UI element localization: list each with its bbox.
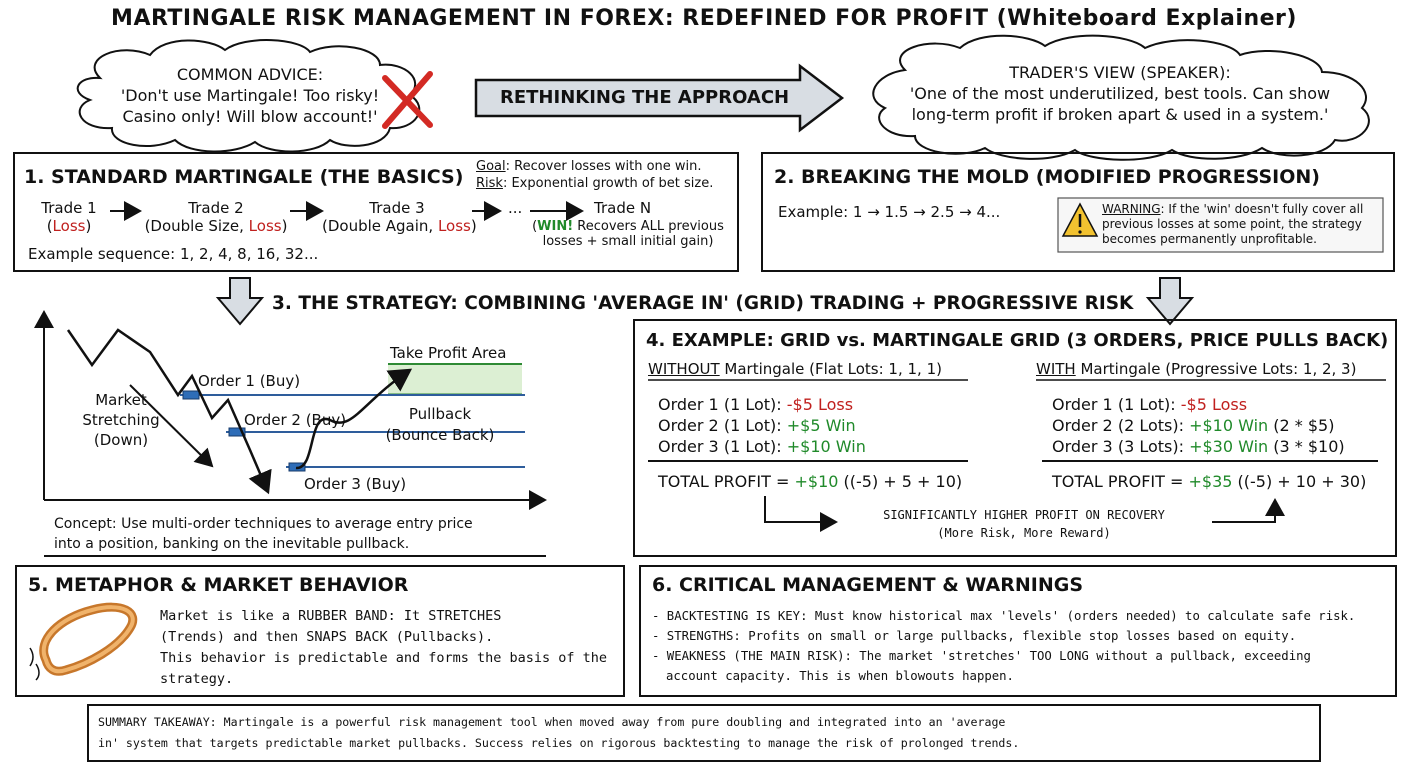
recovery-line1: SIGNIFICANTLY HIGHER PROFIT ON RECOVERY [883, 508, 1165, 522]
trade2-loss: Loss [248, 217, 282, 235]
common-advice-line1: 'Don't use Martingale! Too risky! [120, 86, 380, 105]
section5-line4: strategy. [160, 671, 234, 687]
recovery-line2: (More Risk, More Reward) [937, 526, 1111, 540]
row-label: Order 3 (3 Lots): [1052, 437, 1190, 456]
warning-line2: previous losses at some point, the strategy [1102, 217, 1362, 231]
row-value: -$5 Loss [786, 395, 854, 414]
without-label: WITHOUT [648, 360, 720, 378]
right-total-value: +$35 [1188, 472, 1233, 491]
take-profit-area [388, 364, 522, 394]
warning-text [1102, 202, 1382, 247]
without-rest: Martingale (Flat Lots: 1, 1, 1) [719, 360, 942, 378]
with-heading [1036, 360, 1356, 378]
section6-line1: - BACKTESTING IS KEY: Must know historical max 'levels' (orders needed) to calculate safe risk. [652, 609, 1356, 623]
table-row [658, 436, 866, 457]
trade3 [322, 199, 477, 235]
section1-risk [476, 176, 713, 191]
pullback-line2: (Bounce Back) [385, 426, 495, 444]
summary-line1: SUMMARY TAKEAWAY: Martingale is a powerful risk management tool when moved away from pure doubling and integrated into an 'average [98, 715, 1006, 729]
rubber-band-icon [30, 607, 133, 680]
table-row [1052, 436, 1345, 457]
concept-text [54, 514, 473, 554]
order2-label: Order 2 (Buy) [244, 411, 347, 429]
common-advice-text [100, 64, 400, 127]
section5-line2: (Trends) and then SNAPS BACK (Pullbacks). [160, 629, 494, 645]
section2-example: Example: 1 → 1.5 → 2.5 → 4... [778, 203, 1001, 221]
trade1 [34, 199, 104, 235]
goal-label: Goal [476, 159, 506, 174]
table-row [1052, 415, 1345, 436]
concept-line1: Concept: Use multi-order techniques to average entry price [54, 516, 473, 532]
trade3-prefix: (Double Again, [322, 217, 438, 235]
traders-view-line1: 'One of the most underutilized, best tools. Can show [909, 84, 1331, 103]
trade1-close: ) [85, 217, 92, 235]
left-total-value: +$10 [794, 472, 839, 491]
table-row [658, 394, 866, 415]
down-arrow-left [218, 278, 262, 324]
section3-title: 3. THE STRATEGY: COMBINING 'AVERAGE IN' (GRID) TRADING + PROGRESSIVE RISK [272, 293, 1134, 314]
section5-line1: Market is like a RUBBER BAND: It STRETCHES [160, 608, 502, 624]
row-value: +$10 Win [786, 437, 866, 456]
section5-text [160, 606, 607, 690]
market-line1: Market [95, 391, 147, 409]
section5-title: 5. METAPHOR & MARKET BEHAVIOR [28, 574, 409, 596]
row-extra: (3 * $10) [1268, 437, 1345, 456]
section1-goal [476, 159, 702, 174]
summary-text [98, 712, 1019, 754]
risk-label: Risk [476, 176, 503, 191]
example-sequence: Example sequence: 1, 2, 4, 8, 16, 32... [28, 245, 319, 263]
section5-line3: This behavior is predictable and forms the basis of the [160, 650, 608, 666]
without-heading [648, 360, 942, 378]
row-value: +$10 Win [1189, 416, 1269, 435]
section6-line4: account capacity. This is when blowouts happen. [666, 669, 1014, 683]
left-total-rest: ((-5) + 5 + 10) [838, 472, 963, 491]
warning-line1: : If the 'win' doesn't fully cover all [1160, 202, 1364, 216]
section6-line2: - STRENGTHS: Profits on small or large pullbacks, flexible stop losses based on equity. [652, 629, 1297, 643]
recovery-note [838, 506, 1210, 542]
pullback-line1: Pullback [408, 405, 472, 423]
traden-detail [522, 219, 734, 249]
row-value: +$30 Win [1189, 437, 1269, 456]
risk-text: : Exponential growth of bet size. [502, 176, 714, 191]
traders-view-line2: long-term profit if broken apart & used in a system.' [911, 105, 1329, 124]
trade3-loss: Loss [437, 217, 471, 235]
row-value: -$5 Loss [1180, 395, 1248, 414]
traden-open: ( [532, 219, 538, 234]
row-label: Order 2 (1 Lot): [658, 416, 787, 435]
row-label: Order 2 (2 Lots): [1052, 416, 1190, 435]
left-total [658, 472, 962, 491]
market-line3: (Down) [93, 431, 149, 449]
page-title: MARTINGALE RISK MANAGEMENT IN FOREX: REDEFINED FOR PROFIT (Whiteboard Explainer) [111, 6, 1297, 31]
right-rows [1052, 394, 1345, 457]
section6-title: 6. CRITICAL MANAGEMENT & WARNINGS [652, 574, 1084, 596]
traden-line2: losses + small initial gain) [542, 234, 714, 249]
summary-line2: in' system that targets predictable market pullbacks. Success relies on rigorous backtesting to manage the risk of prolonged trends. [98, 736, 1020, 750]
row-label: Order 1 (1 Lot): [658, 395, 787, 414]
order3-label: Order 3 (Buy) [304, 475, 407, 493]
trade2-close: ) [281, 217, 288, 235]
trade2-prefix: (Double Size, [144, 217, 249, 235]
section6-line3: - WEAKNESS (THE MAIN RISK): The market 'stretches' TOO LONG without a pullback, exceeding [652, 649, 1311, 663]
with-rest: Martingale (Progressive Lots: 1, 2, 3) [1075, 360, 1357, 378]
pullback-label [370, 404, 510, 446]
warning-label: WARNING [1102, 202, 1161, 216]
trade1-open: ( [46, 217, 53, 235]
rethinking-label: RETHINKING THE APPROACH [500, 87, 790, 108]
take-profit-label: Take Profit Area [390, 344, 507, 362]
row-label: Order 1 (1 Lot): [1052, 395, 1181, 414]
with-label: WITH [1036, 360, 1076, 378]
common-advice-line2: Casino only! Will blow account!' [122, 107, 378, 126]
market-line2: Stretching [82, 411, 160, 429]
concept-line2: into a position, banking on the inevitable pullback. [54, 536, 410, 552]
trade1-label: Trade 1 [41, 199, 97, 217]
common-advice-heading: COMMON ADVICE: [176, 65, 324, 84]
traden-win: WIN! [537, 219, 574, 234]
table-row [658, 415, 866, 436]
section4-title: 4. EXAMPLE: GRID vs. MARTINGALE GRID (3 ORDERS, PRICE PULLS BACK) [646, 330, 1389, 351]
trade1-loss: Loss [52, 217, 86, 235]
warning-line3: becomes permanently unprofitable. [1102, 232, 1317, 246]
down-arrow-right [1148, 278, 1192, 324]
trade3-close: ) [470, 217, 477, 235]
section6-text [652, 606, 1355, 686]
traders-view-text [880, 62, 1360, 125]
order1-label: Order 1 (Buy) [198, 372, 301, 390]
trade-ellipsis: ... [508, 199, 523, 217]
traden-line1: Recovers ALL previous [573, 219, 724, 234]
right-total-rest: ((-5) + 10 + 30) [1232, 472, 1367, 491]
goal-text: : Recover losses with one win. [505, 159, 702, 174]
section1-title: 1. STANDARD MARTINGALE (THE BASICS) [24, 166, 464, 188]
traders-view-heading: TRADER'S VIEW (SPEAKER): [1009, 63, 1231, 82]
left-total-label: TOTAL PROFIT = [658, 472, 795, 491]
trade2-label: Trade 2 [188, 199, 244, 217]
row-extra: (2 * $5) [1268, 416, 1335, 435]
row-label: Order 3 (1 Lot): [658, 437, 787, 456]
right-total [1052, 472, 1366, 491]
trade2 [144, 199, 288, 235]
table-row [1052, 394, 1345, 415]
market-stretching-label [76, 390, 166, 450]
trade3-label: Trade 3 [369, 199, 425, 217]
traden-label: Trade N [594, 199, 652, 217]
section2-title: 2. BREAKING THE MOLD (MODIFIED PROGRESSION) [774, 166, 1320, 188]
left-rows [658, 394, 866, 457]
row-value: +$5 Win [786, 416, 856, 435]
right-total-label: TOTAL PROFIT = [1052, 472, 1189, 491]
